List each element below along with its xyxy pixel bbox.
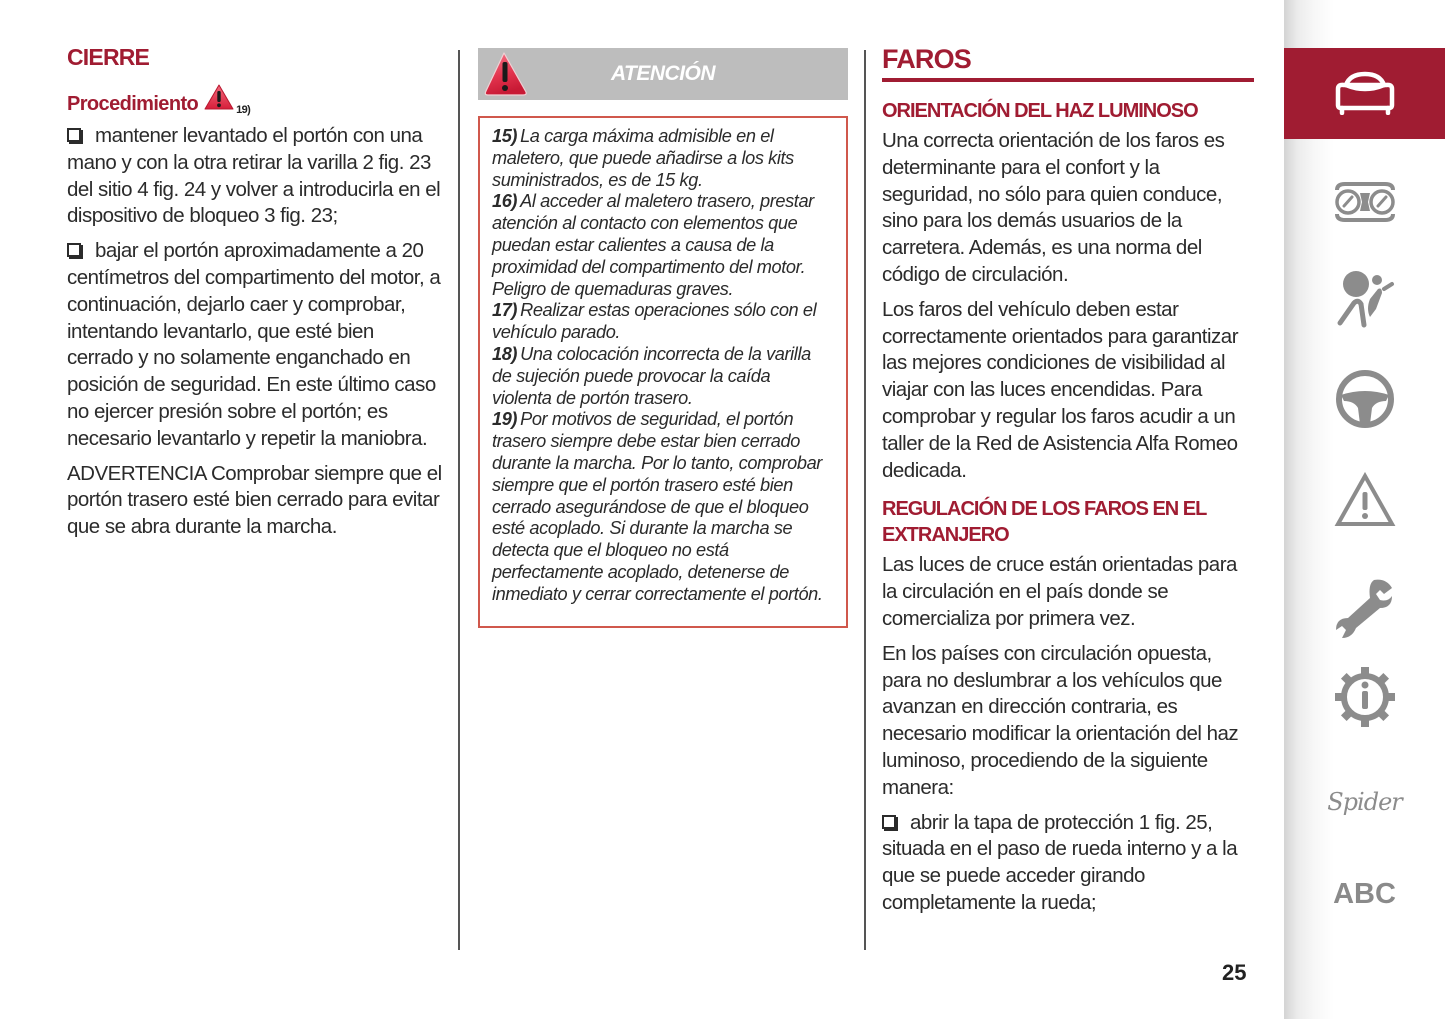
section-title-faros: FAROS xyxy=(882,42,1254,82)
car-icon xyxy=(1332,69,1398,119)
attention-item xyxy=(492,344,834,409)
note-reference: 19) xyxy=(236,104,251,116)
checkbox-bullet-icon xyxy=(67,128,81,142)
steering-wheel-icon xyxy=(1334,368,1396,434)
attention-item xyxy=(492,409,834,605)
paragraph-bullet xyxy=(67,238,442,452)
attention-item-text: Una colocación incorrecta de la varilla de sujeción puede provocar la caída violenta de portón trasero. xyxy=(492,343,811,408)
paragraph-warning xyxy=(67,461,442,541)
warning-triangle-icon xyxy=(1334,472,1396,532)
page-number: 25 xyxy=(1222,960,1247,985)
paragraph-text: Una correcta orientación de los faros es determinante para el confort y la seguridad, no sólo para quien conduce, sino para los demás usuarios de la carretera. Además, es una norma del código de circulación. xyxy=(882,129,1225,286)
attention-column xyxy=(478,48,848,628)
procedure-heading xyxy=(67,84,442,117)
paragraph-text: mantener levantado el portón con una mano y con la otra retirar la varilla 2 fig. 23 del sitio 4 fig. 24 y volver a introducirla en el dispositivo de bloqueo 3 fig. 23; xyxy=(67,124,441,228)
attention-item-number: 18) xyxy=(492,343,518,364)
sidebar-item-spider[interactable] xyxy=(1284,780,1445,824)
gear-info-icon xyxy=(1333,665,1397,733)
subsection-title-orientacion: ORIENTACIÓN DEL HAZ LUMINOSO xyxy=(882,100,1198,122)
attention-header xyxy=(478,48,848,100)
spider-logo: Spider xyxy=(1327,788,1402,816)
paragraph xyxy=(882,552,1254,632)
attention-item-text: La carga máxima admisible en el maletero, que puede añadirse a los kits suministrados, es de 15 kg. xyxy=(492,126,794,190)
paragraph-bullet xyxy=(67,123,442,230)
paragraph-text: En los países con circulación opuesta, para no deslumbrar a los vehículos que avanzan en dirección contraria, es necesario modificar la orientación del haz luminoso, procediendo de la siguiente manera: xyxy=(882,641,1239,799)
paragraph-text: Las luces de cruce están orientadas para la circulación en el país donde se comercializa por primera vez. xyxy=(882,553,1237,630)
subsection-title-regulacion: REGULACIÓN DE LOS FAROS EN EL EXTRANJERO xyxy=(882,498,1206,547)
dashboard-gauges-icon xyxy=(1331,180,1399,228)
column-divider-right xyxy=(864,50,866,950)
sidebar-item-maintenance[interactable] xyxy=(1284,576,1445,646)
attention-item-text: Realizar estas operaciones sólo con el vehículo parado. xyxy=(492,300,817,343)
sidebar-item-emergency[interactable] xyxy=(1284,470,1445,534)
warning-icon xyxy=(204,84,234,117)
left-paragraphs xyxy=(67,123,442,541)
warning-icon xyxy=(482,50,530,102)
attention-item-number: 16) xyxy=(492,191,518,212)
procedure-title: Procedimiento xyxy=(67,93,199,115)
airbag-seat-icon xyxy=(1334,269,1396,333)
left-column xyxy=(67,42,442,549)
right-column xyxy=(882,42,1254,925)
attention-item xyxy=(492,126,834,191)
paragraph xyxy=(882,128,1254,289)
sidebar-item-index[interactable] xyxy=(1284,872,1445,916)
paragraph-bullet xyxy=(882,810,1254,917)
attention-item xyxy=(492,191,834,300)
attention-box xyxy=(478,116,848,628)
column-divider-left xyxy=(458,50,460,950)
attention-title: ATENCIÓN xyxy=(610,62,716,85)
sidebar-item-vehicle[interactable] xyxy=(1284,48,1445,139)
abc-index-label: ABC xyxy=(1333,877,1396,910)
sidebar-item-technical-data[interactable] xyxy=(1284,664,1445,734)
sidebar-item-safety[interactable] xyxy=(1284,268,1445,334)
attention-item-text: Por motivos de seguridad, el portón trasero siempre debe estar bien cerrado durante la marcha. Por lo tanto, comprobar siempre que el portón trasero esté bien cerrado asegurándose de que el bloqueo esté acoplado. Si durante la marcha se detecta que el bloqueo no está perfectamente acoplado, detenerse de inmediato y cerrar correctamente el portón. xyxy=(492,409,823,604)
paragraph-text: ADVERTENCIA Comprobar siempre que el portón trasero esté bien cerrado para evitar que se abra durante la marcha. xyxy=(67,461,442,539)
sidebar-item-dashboard[interactable] xyxy=(1284,176,1445,232)
paragraph-text: bajar el portón aproximadamente a 20 centímetros del compartimento del motor, a continuación, dejarlo caer y comprobar, intentando levantarlo, que esté bien cerrado y no solamente enganchado en posición de seguridad. En este último caso no ejercer presión sobre el portón; es necesario levantarlo y repetir la maniobra. xyxy=(67,239,441,450)
checkbox-bullet-icon xyxy=(67,243,81,257)
checkbox-bullet-icon xyxy=(882,815,896,829)
paragraph xyxy=(882,641,1254,802)
section-title-cierre: CIERRE xyxy=(67,44,150,70)
paragraph xyxy=(882,297,1254,485)
paragraph-text: abrir la tapa de protección 1 fig. 25, situada en el paso de rueda interno y a la que se puede acceder girando completamente la rueda; xyxy=(882,810,1238,914)
attention-item-number: 19) xyxy=(492,409,518,430)
attention-item-number: 17) xyxy=(492,300,518,321)
wrench-icon xyxy=(1334,576,1396,646)
attention-item-number: 15) xyxy=(492,126,518,146)
attention-item xyxy=(492,300,834,344)
paragraph-text: Los faros del vehículo deben estar correctamente orientados para garantizar las mejores condiciones de visibilidad al viajar con las luces encendidas. Para comprobar y regular los faros acudir a un taller de la Red de Asistencia Alfa Romeo dedicada. xyxy=(882,297,1239,482)
chapter-sidebar xyxy=(1284,0,1445,1019)
attention-item-text: Al acceder al maletero trasero, prestar atención al contacto con elementos que puedan estar calientes a causa de la proximidad del compartimento del motor. Peligro de quemaduras graves. xyxy=(492,191,814,299)
sidebar-item-driving[interactable] xyxy=(1284,368,1445,434)
